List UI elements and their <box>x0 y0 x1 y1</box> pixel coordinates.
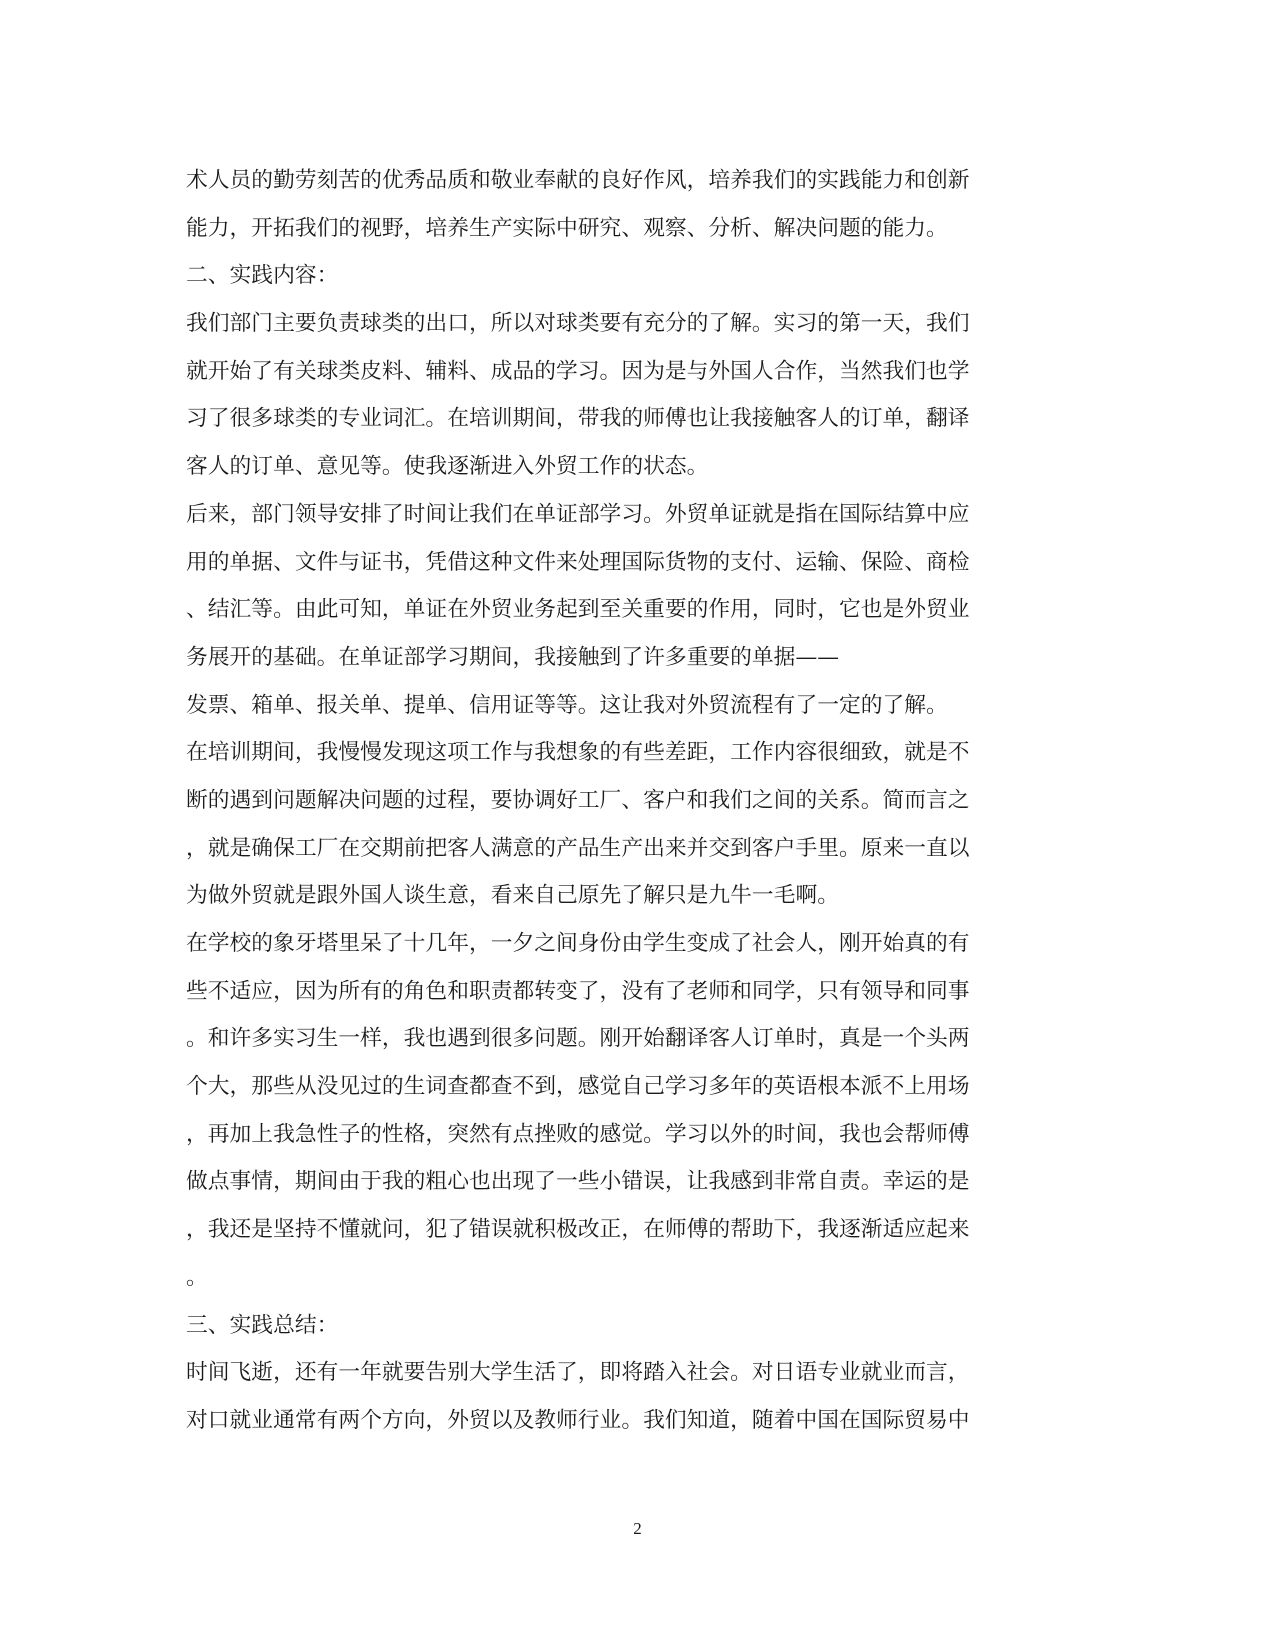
text-line: 三、实践总结： <box>186 1312 339 1338</box>
document-body <box>186 157 1086 1445</box>
text-line: 用的单据、文件与证书，凭借这种文件来处理国际货物的支付、运输、保险、商检 <box>186 549 970 575</box>
text-line: 为做外贸就是跟外国人谈生意，看来自己原先了解只是九牛一毛啊。 <box>186 883 839 909</box>
text-line: ，再加上我急性子的性格，突然有点挫败的感觉。学习以外的时间，我也会帮师傅 <box>186 1121 970 1147</box>
text-line: 。 <box>186 1264 208 1290</box>
text-line: 我们部门主要负责球类的出口，所以对球类要有充分的了解。实习的第一天，我们 <box>186 311 970 337</box>
text-line: 时间飞逝，还有一年就要告别大学生活了，即将踏入社会。对日语专业就业而言， <box>186 1360 970 1386</box>
text-line: 术人员的勤劳刻苦的优秀品质和敬业奉献的良好作风，培养我们的实践能力和创新 <box>186 168 970 193</box>
text-line: 个大，那些从没见过的生词查都查不到，感觉自己学习多年的英语根本派不上用场 <box>186 1074 970 1100</box>
text-line: 务展开的基础。在单证部学习期间，我接触到了许多重要的单据—— <box>186 644 839 670</box>
text-line: 二、实践内容： <box>186 263 339 289</box>
text-line: 就开始了有关球类皮料、辅料、成品的学习。因为是与外国人合作，当然我们也学 <box>186 358 970 384</box>
text-line: 在培训期间，我慢慢发现这项工作与我想象的有些差距，工作内容很细致，就是不 <box>186 740 970 766</box>
text-line: 对口就业通常有两个方向，外贸以及教师行业。我们知道，随着中国在国际贸易中 <box>186 1407 970 1433</box>
text-line: 、结汇等。由此可知，单证在外贸业务起到至关重要的作用，同时，它也是外贸业 <box>186 597 970 623</box>
text-line: 发票、箱单、报关单、提单、信用证等等。这让我对外贸流程有了一定的了解。 <box>186 692 948 718</box>
text-line: 在学校的象牙塔里呆了十几年，一夕之间身份由学生变成了社会人，刚开始真的有 <box>186 931 970 956</box>
text-line: 些不适应，因为所有的角色和职责都转变了，没有了老师和同学，只有领导和同事 <box>186 978 970 1004</box>
text-line: 客人的订单、意见等。使我逐渐进入外贸工作的状态。 <box>186 454 709 480</box>
text-line: 习了很多球类的专业词汇。在培训期间，带我的师傅也让我接触客人的订单，翻译 <box>186 406 970 432</box>
page-number: 2 <box>633 1519 642 1538</box>
text-line: 后来，部门领导安排了时间让我们在单证部学习。外贸单证就是指在国际结算中应 <box>186 501 970 527</box>
text-line: 。和许多实习生一样，我也遇到很多问题。刚开始翻译客人订单时，真是一个头两 <box>186 1026 970 1052</box>
text-line: 做点事情，期间由于我的粗心也出现了一些小错误，让我感到非常自责。幸运的是 <box>186 1169 970 1195</box>
text-line: ，我还是坚持不懂就问，犯了错误就积极改正，在师傅的帮助下，我逐渐适应起来 <box>186 1217 970 1243</box>
text-line: 断的遇到问题解决问题的过程，要协调好工厂、客户和我们之间的关系。简而言之 <box>186 787 970 813</box>
text-line: ，就是确保工厂在交期前把客人满意的产品生产出来并交到客户手里。原来一直以 <box>186 835 970 861</box>
text-line: 能力，开拓我们的视野，培养生产实际中研究、观察、分析、解决问题的能力。 <box>186 215 948 241</box>
